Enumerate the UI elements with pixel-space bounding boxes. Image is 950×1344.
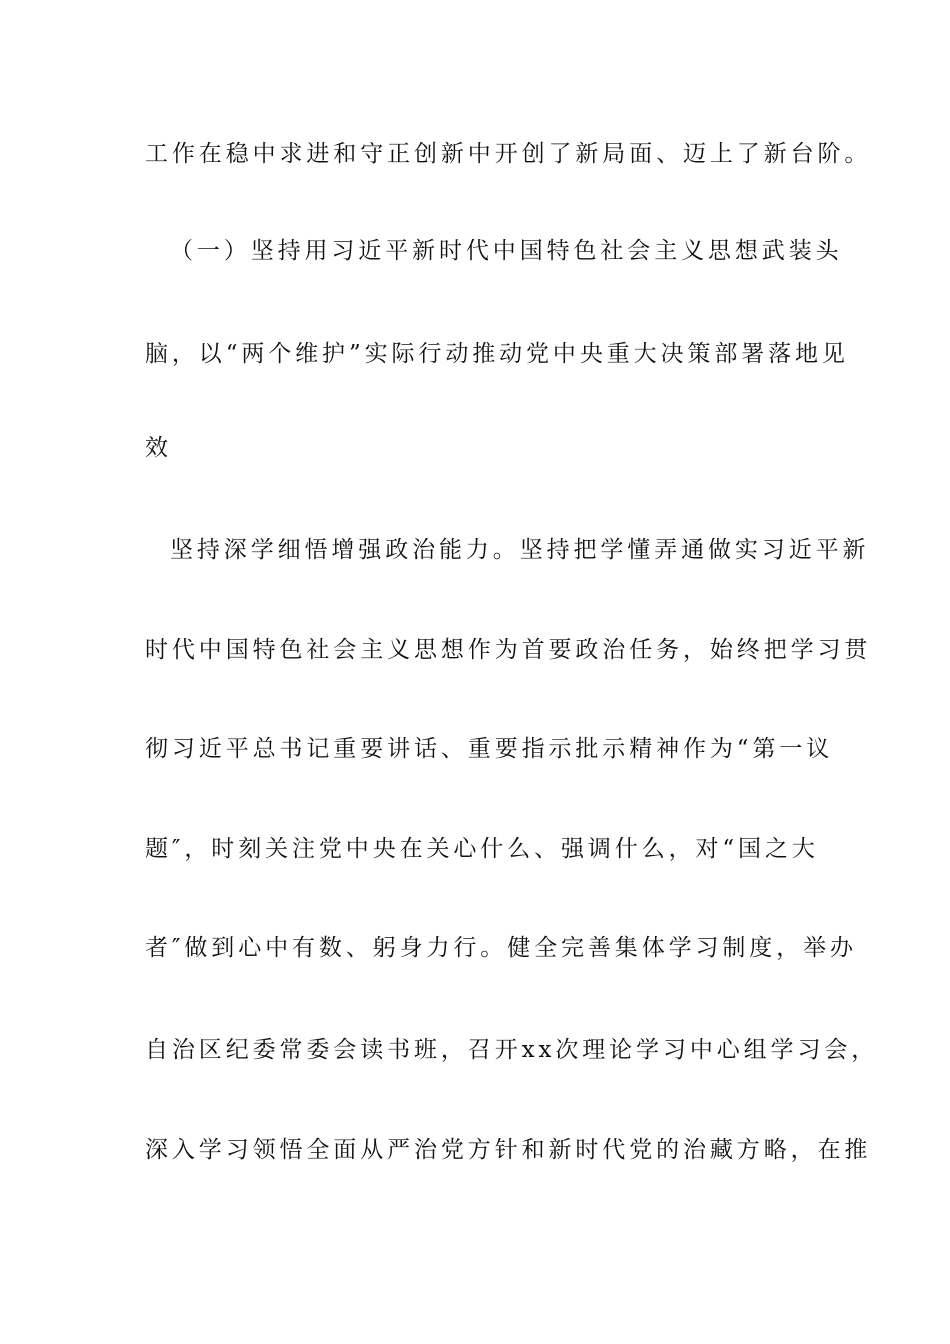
text-line-1: 工作在稳中求进和守正创新中开创了新局面、迈上了新台阶。 bbox=[145, 141, 872, 167]
paragraph-line-6: 自治区纪委常委会读书班，召开xx次理论学习中心组学习会， bbox=[145, 1037, 879, 1063]
paragraph-line-3: 彻习近平总书记重要讲话、重要指示批示精神作为“第一议 bbox=[145, 736, 834, 762]
section-heading-line-2: 脑，以“两个维护”实际行动推动党中央重大决策部署落地见 bbox=[145, 341, 849, 367]
paragraph-line-1: 坚持深学细悟增强政治能力。坚持把学懂弄通做实习近平新 bbox=[170, 537, 870, 563]
paragraph-line-7: 深入学习领悟全面从严治党方针和新时代党的治藏方略，在推 bbox=[145, 1137, 872, 1163]
section-heading-line-3: 效 bbox=[145, 435, 172, 461]
section-heading-line-1: （一）坚持用习近平新时代中国特色社会主义思想武装头 bbox=[170, 238, 843, 264]
paragraph-line-5: 者″做到心中有数、躬身力行。健全完善集体学习制度，举办 bbox=[145, 935, 857, 961]
paragraph-line-2: 时代中国特色社会主义思想作为首要政治任务，始终把学习贯 bbox=[145, 637, 872, 663]
paragraph-line-4: 题″，时刻关注党中央在关心什么、强调什么，对“国之大 bbox=[145, 836, 819, 862]
